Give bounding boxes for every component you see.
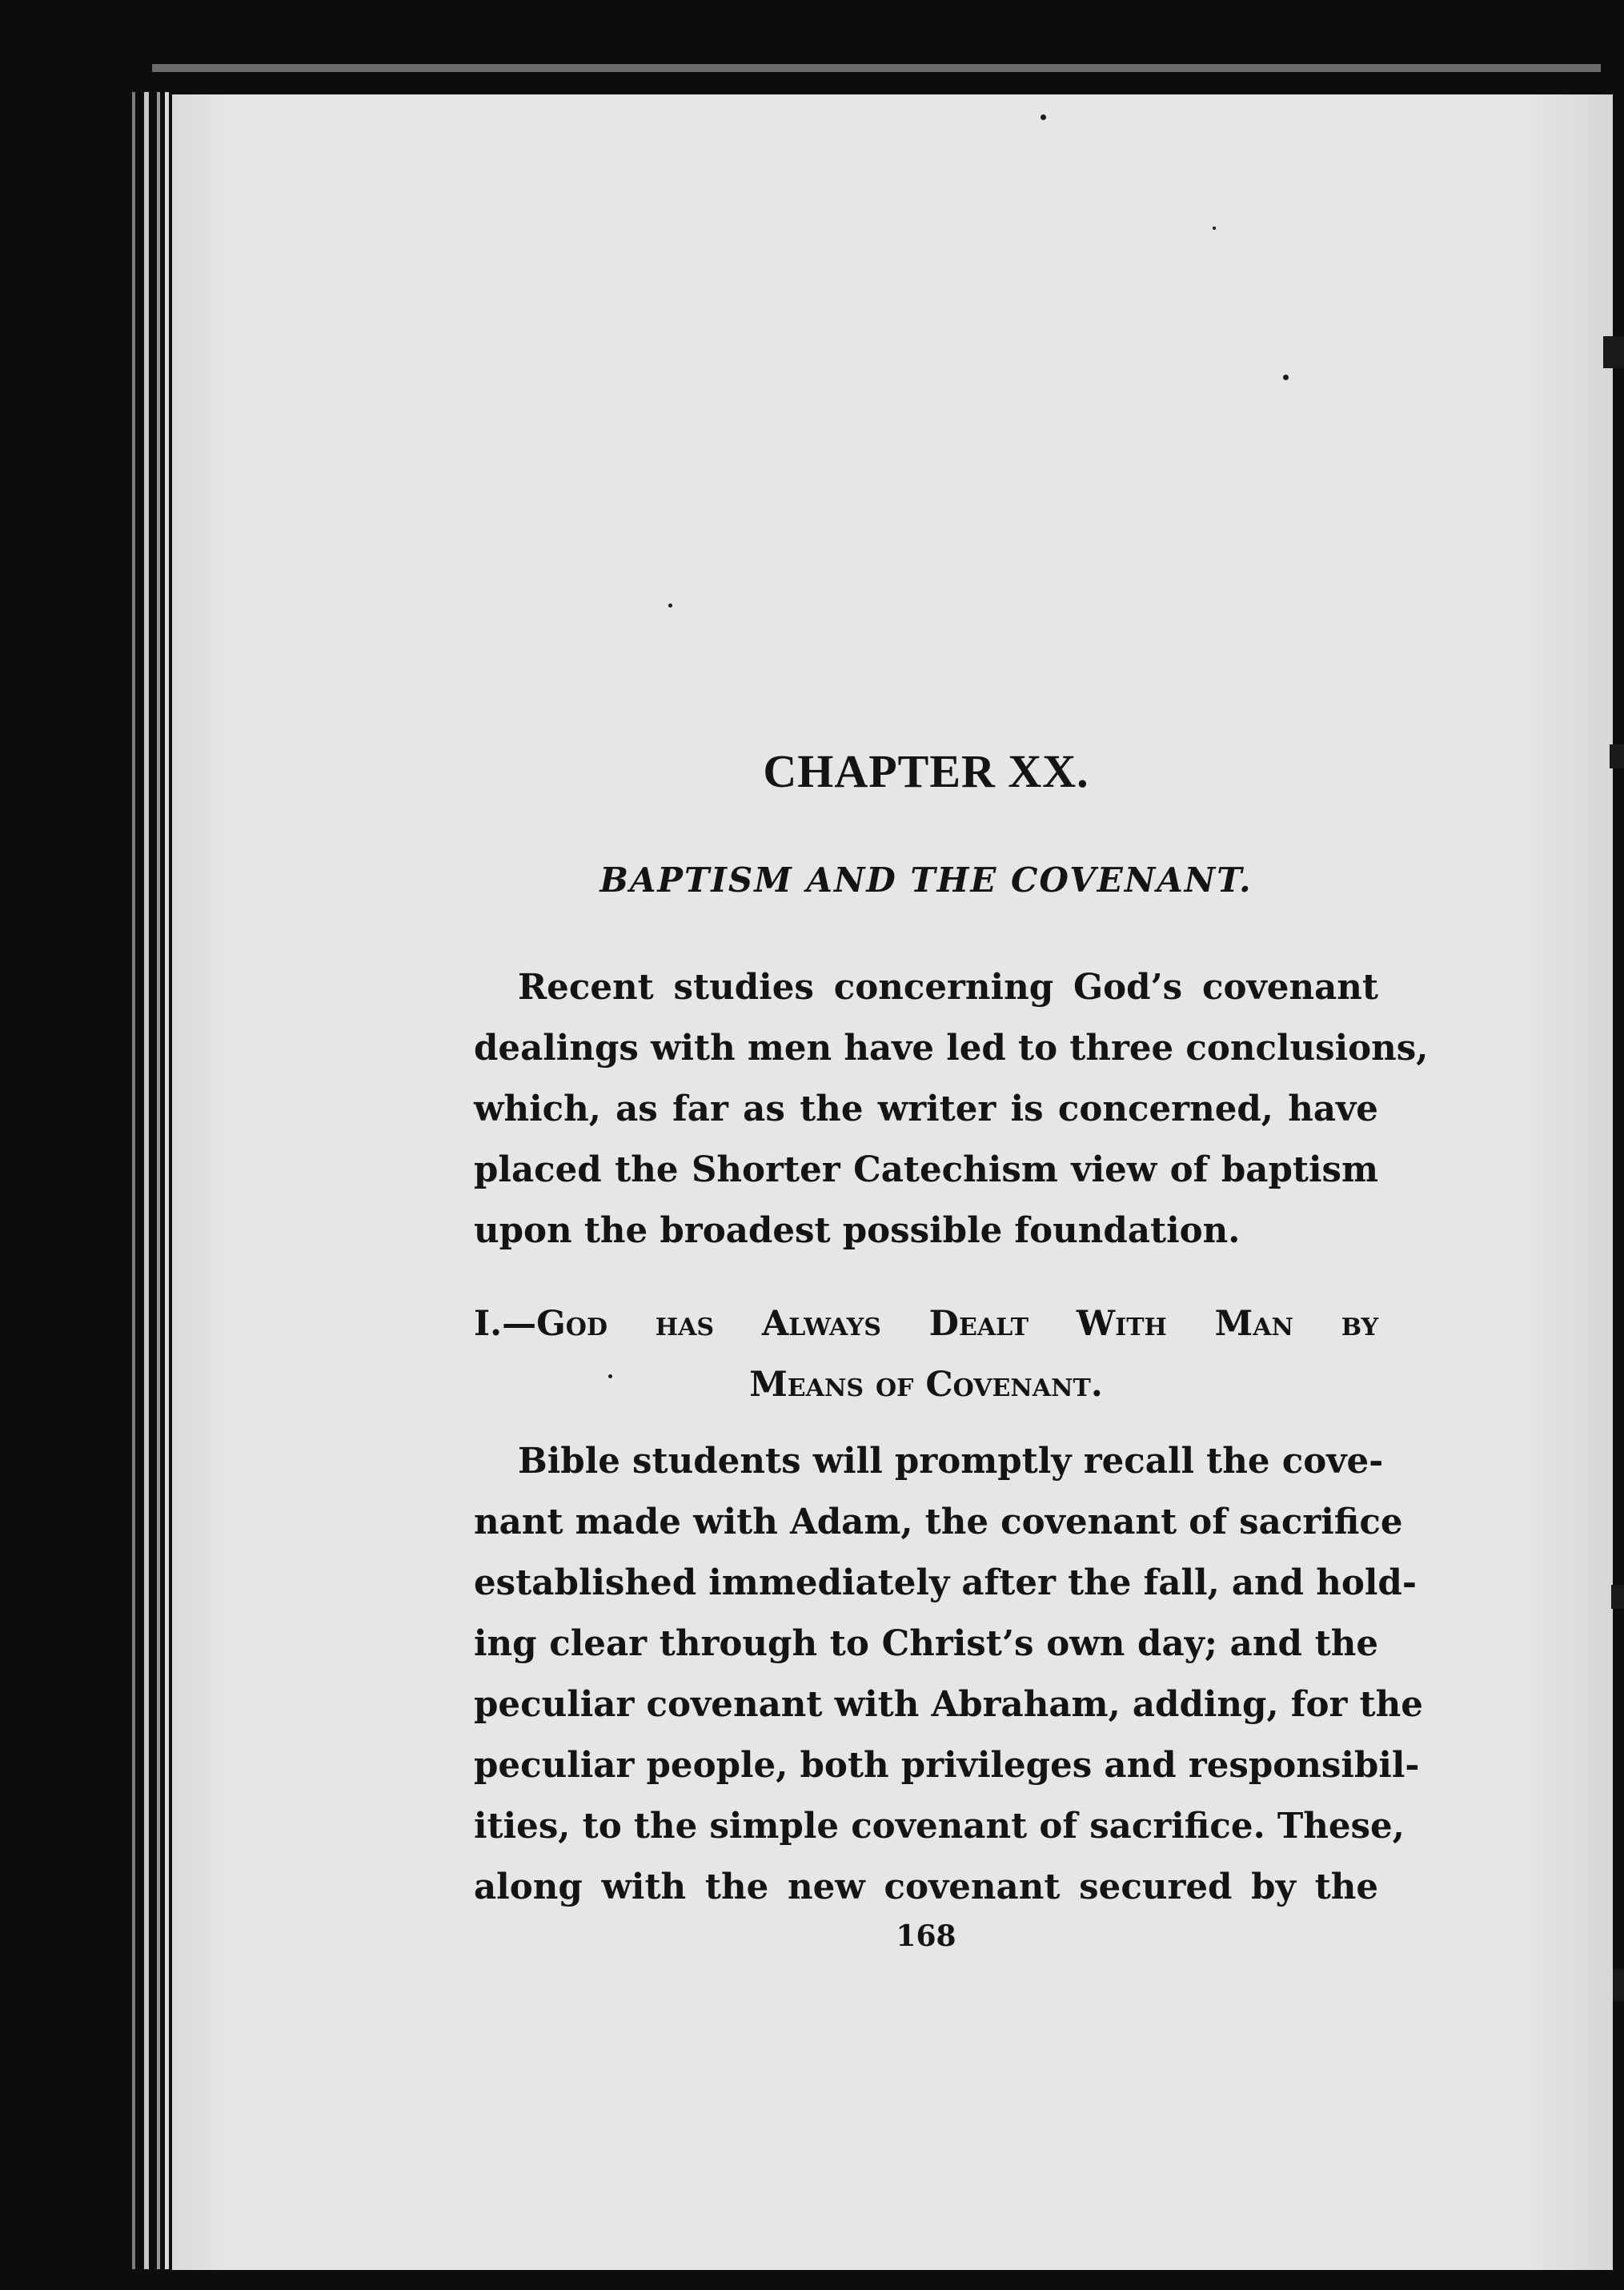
section-heading [474,1293,1378,1415]
page-stack-edge [165,92,169,2269]
chapter-title: CHAPTER XX. [763,745,1089,797]
binding-mark [1613,1969,1624,2001]
page-number: 168 [896,1919,956,1953]
ink-speck [1213,227,1216,230]
paragraph [474,1431,1423,1918]
section-heading-line: Means of Covenant. [749,1365,1103,1405]
text-line: along with the new covenant secured by the [474,1867,1378,1907]
text-line: peculiar covenant with Abraham, adding, for the [474,1684,1423,1725]
chapter-subtitle: BAPTISM AND THE COVENANT. [599,860,1253,900]
text-line: peculiar people, both privileges and responsibil- [474,1745,1420,1786]
text-line: placed the Shorter Catechism view of baptism [474,1149,1378,1190]
text-line: ing clear through to Christ’s own day; and the [474,1623,1378,1664]
paragraph [474,957,1429,1261]
text-line: dealings with men have led to three conclusions, [474,1028,1429,1069]
page-stack-edge [157,92,160,2269]
ink-speck [1283,375,1289,380]
section-heading-line: I.—God has Always Dealt With Man by [474,1304,1378,1344]
text-line: which, as far as the writer is concerned, have [474,1089,1378,1129]
text-line: established immediately after the fall, and hold- [474,1562,1417,1603]
page-stack-edge [144,92,149,2269]
binding-mark [1603,336,1624,368]
text-line: upon the broadest possible foundation. [474,1210,1241,1251]
text-line: nant made with Adam, the covenant of sacrifice [474,1502,1403,1542]
ink-speck [1041,114,1046,120]
book-top-edge [152,64,1601,72]
text-line: ities, to the simple covenant of sacrifice. These, [474,1806,1405,1847]
text-line: Recent studies concerning God’s covenant [518,967,1378,1008]
binding-mark [1610,744,1624,768]
text-line: Bible students will promptly recall the cove- [518,1441,1384,1482]
page-stack-edge [132,92,135,2269]
ink-speck [668,604,672,608]
binding-mark [1611,1585,1624,1609]
